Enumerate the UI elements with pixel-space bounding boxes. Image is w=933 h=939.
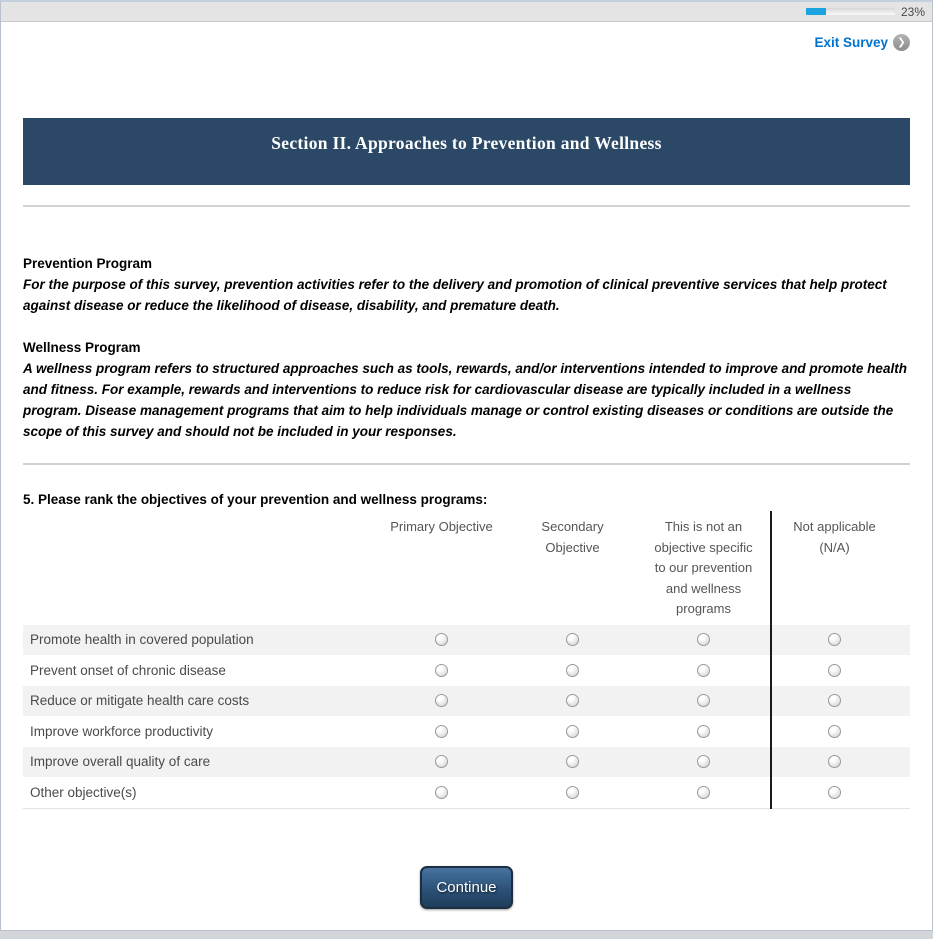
divider-question	[23, 463, 910, 465]
definition-body: For the purpose of this survey, prevention activities refer to the delivery and promotion of clinical preventive services that help protect against disease or reduce the likelihood of disease, disability, and premature death.	[23, 277, 887, 313]
definitions-block	[23, 253, 910, 442]
radio-row5-col4[interactable]	[828, 755, 841, 768]
section-banner	[23, 118, 910, 185]
table-row	[23, 716, 910, 747]
radio-cell	[638, 633, 769, 646]
progress-track	[806, 8, 895, 15]
table-row	[23, 686, 910, 717]
table-row	[23, 655, 910, 686]
table-row	[23, 747, 910, 778]
row-label: Other objective(s)	[30, 784, 137, 800]
column-header-1: Primary Objective	[390, 519, 493, 534]
radio-row5-col1[interactable]	[435, 755, 448, 768]
radio-cell	[769, 755, 900, 768]
radio-cell	[638, 755, 769, 768]
radio-cell	[507, 694, 638, 707]
radio-row2-col2[interactable]	[566, 664, 579, 677]
radio-row5-col2[interactable]	[566, 755, 579, 768]
radio-row4-col4[interactable]	[828, 725, 841, 738]
radio-row6-col3[interactable]	[697, 786, 710, 799]
row-label: Promote health in covered population	[30, 632, 254, 648]
radio-cell	[507, 664, 638, 677]
definition-heading: Prevention Program	[23, 256, 153, 271]
exit-survey-link[interactable]: Exit Survey	[814, 34, 888, 50]
radio-row1-col3[interactable]	[697, 633, 710, 646]
table-row	[23, 777, 910, 808]
radio-cell	[376, 664, 507, 677]
progress-bar-strip	[1, 2, 932, 22]
header-spacer	[23, 517, 376, 625]
radio-row1-col1[interactable]	[435, 633, 448, 646]
radio-row2-col3[interactable]	[697, 664, 710, 677]
radio-row1-col4[interactable]	[828, 633, 841, 646]
radio-row5-col3[interactable]	[697, 755, 710, 768]
divider-top	[23, 205, 910, 207]
radio-cell	[769, 725, 900, 738]
radio-row4-col1[interactable]	[435, 725, 448, 738]
row-label: Improve workforce productivity	[30, 723, 214, 739]
chevron-right-circle-icon[interactable]: ❯	[893, 34, 910, 51]
radio-cell	[638, 725, 769, 738]
radio-cell	[769, 786, 900, 799]
radio-cell	[638, 694, 769, 707]
radio-row3-col3[interactable]	[697, 694, 710, 707]
survey-content	[1, 22, 932, 909]
radio-cell	[638, 786, 769, 799]
radio-cell	[638, 664, 769, 677]
radio-row2-col4[interactable]	[828, 664, 841, 677]
column-header-2: Secondary Objective	[541, 519, 604, 555]
radio-row2-col1[interactable]	[435, 664, 448, 677]
column-separator-line	[770, 511, 772, 809]
button-row	[23, 866, 910, 909]
column-header-4: Not applicable (N/A)	[793, 519, 876, 555]
matrix-header	[23, 511, 910, 625]
radio-row6-col1[interactable]	[435, 786, 448, 799]
radio-row3-col4[interactable]	[828, 694, 841, 707]
radio-cell	[507, 633, 638, 646]
ranking-matrix	[23, 511, 910, 809]
radio-row4-col2[interactable]	[566, 725, 579, 738]
progress-fill	[806, 8, 826, 15]
continue-button[interactable]: Continue	[420, 866, 512, 909]
definition-body: A wellness program refers to structured approaches such as tools, rewards, and/or interventions intended to improve and promote health and fitness. For example, rewards and interventions to reduce risk for cardiovascular disease are typically included in a wellness program. Disease management programs that aim to help individuals manage or control existing diseases or conditions are outside the scope of this survey and should not be included in your responses.	[23, 361, 907, 439]
radio-cell	[769, 664, 900, 677]
radio-cell	[769, 694, 900, 707]
radio-cell	[507, 725, 638, 738]
radio-row3-col1[interactable]	[435, 694, 448, 707]
section-title: Section II. Approaches to Prevention and Wellness	[271, 133, 662, 153]
radio-cell	[376, 633, 507, 646]
table-row	[23, 625, 910, 656]
radio-cell	[507, 755, 638, 768]
definition-block	[23, 253, 910, 316]
radio-cell	[376, 786, 507, 799]
column-header-3: This is not an objective specific to our prevention and wellness programs	[654, 519, 753, 616]
radio-row3-col2[interactable]	[566, 694, 579, 707]
radio-row6-col4[interactable]	[828, 786, 841, 799]
question-title: 5. Please rank the objectives of your prevention and wellness programs:	[23, 492, 488, 507]
radio-row4-col3[interactable]	[697, 725, 710, 738]
radio-cell	[769, 633, 900, 646]
row-label: Reduce or mitigate health care costs	[30, 693, 250, 709]
row-label: Prevent onset of chronic disease	[30, 662, 226, 678]
progress-percent-label: 23%	[900, 4, 925, 19]
radio-cell	[376, 755, 507, 768]
radio-cell	[507, 786, 638, 799]
radio-row1-col2[interactable]	[566, 633, 579, 646]
matrix-rows	[23, 625, 910, 809]
exit-row	[23, 22, 910, 52]
definition-block	[23, 337, 910, 442]
radio-row6-col2[interactable]	[566, 786, 579, 799]
definition-heading: Wellness Program	[23, 340, 141, 355]
radio-cell	[376, 725, 507, 738]
row-label: Improve overall quality of care	[30, 754, 211, 770]
radio-cell	[376, 694, 507, 707]
